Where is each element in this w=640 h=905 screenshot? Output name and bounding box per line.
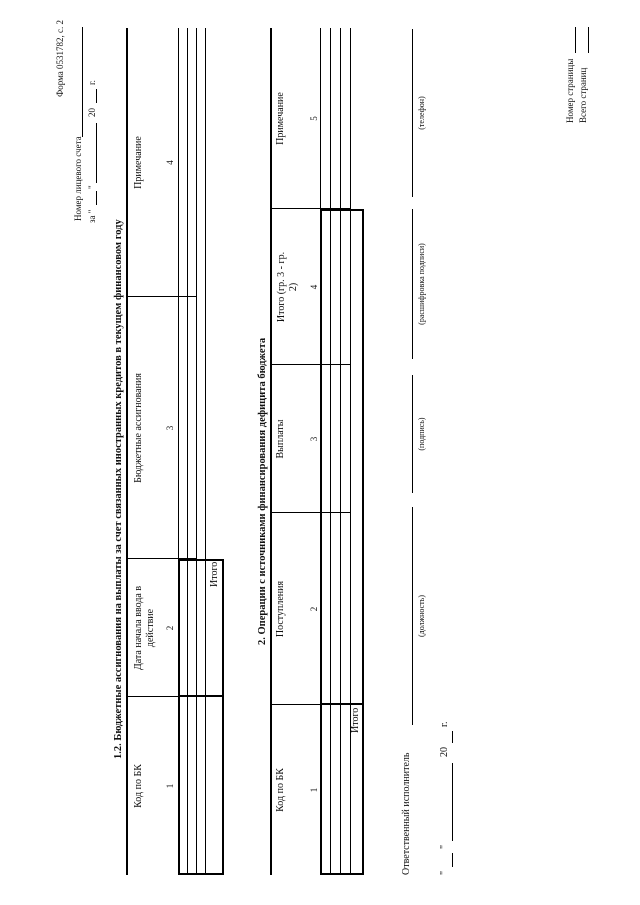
s2-col-num-5: 5 [309,116,319,121]
s1-total-label: Итого [209,561,220,587]
section1-total-box [178,559,224,875]
period-quote: " [87,185,97,189]
date-year-suffix: г. [439,721,450,727]
signature-field[interactable] [412,375,413,493]
date-year-field[interactable] [452,731,453,743]
s2-col-num-1: 1 [309,787,319,793]
account-number-field[interactable] [82,27,83,137]
period-year-field[interactable] [96,89,97,103]
s2-col-num-4: 4 [309,284,319,290]
total-pages-label: Всего страниц [578,67,588,123]
decoding-caption: (расшифровка подписи) [417,243,426,325]
s2-col-payments-header: Выплаты [275,419,286,459]
s2-col-code-header: Код по БК [275,768,286,812]
date-year-prefix: 20 [439,747,450,757]
form-code: Форма 0531782, с. 2 [55,20,65,97]
s2-col-receipts-header: Поступления [275,580,286,638]
phone-field[interactable] [412,29,413,197]
date-quote-open: " [439,870,450,875]
s1-col-num-4: 4 [165,160,175,165]
date-day-field[interactable] [452,853,453,867]
section1-title: 1.2. Бюджетные ассигнования на выплаты за счет связанных иностранных кредитов в текущем финансовом году [113,219,124,759]
s1-col-appropriations-header: Бюджетные ассигнования [133,373,144,483]
date-month-field[interactable] [452,763,453,841]
page-number-label: Номер страницы [565,58,575,123]
s1-col-num-1: 1 [165,783,175,789]
section2-title: 2. Операции с источниками финансирования дефицита бюджета [257,337,268,645]
total-pages-field[interactable] [588,27,589,53]
s2-col-num-2: 2 [309,606,319,612]
s2-total-label: Итого [350,707,361,733]
decoding-field[interactable] [412,209,413,359]
page-number-field[interactable] [575,27,576,53]
s1-col-date-header: Дата начала ввода в действие [133,585,156,671]
position-field[interactable] [412,507,413,725]
s2-col-total-header: Итого (гр. 3 - гр. 2) [276,251,299,323]
period-prefix: за " [87,209,97,223]
s1-col-num-2: 2 [165,625,175,631]
signature-caption: (подпись) [417,417,426,451]
period-year-suffix: г. [87,80,97,85]
section2-total-box [320,209,364,875]
period-year-prefix: 20 [87,108,97,117]
executor-label: Ответственный исполнитель [401,752,412,875]
s1-col-note-header: Примечание [133,136,144,189]
date-quote-close: " [439,844,450,849]
s1-col-num-3: 3 [165,425,175,431]
s1-col-code-header: Код по БК [133,764,144,808]
period-day-field[interactable] [96,191,97,205]
position-caption: (должность) [417,595,426,637]
period-month-field[interactable] [96,123,97,183]
s2-col-note-header: Примечание [275,92,286,145]
s2-col-num-3: 3 [309,436,319,442]
phone-caption: (телефон) [417,96,426,130]
account-label: Номер лицевого счета [73,136,83,221]
